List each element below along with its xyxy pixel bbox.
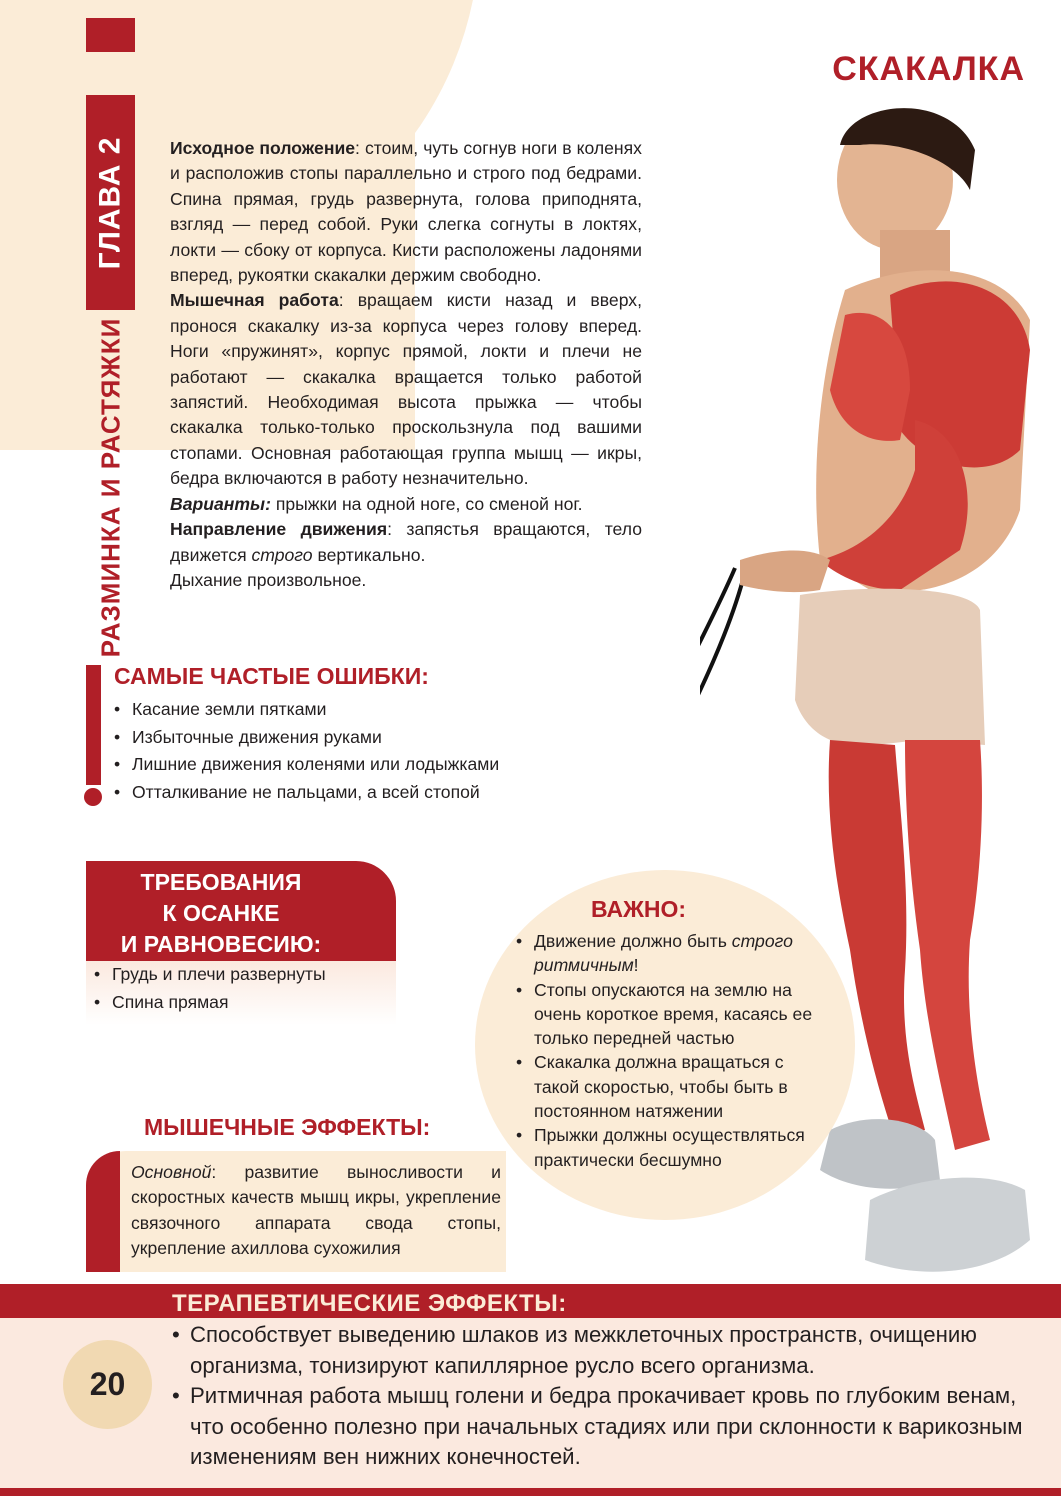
- direction-paragraph: [170, 517, 642, 568]
- shorts: [795, 589, 985, 746]
- muscle-effects-accent-bar: [86, 1151, 120, 1272]
- chapter-subtitle-text: РАЗМИНКА И РАСТЯЖКИ: [95, 317, 125, 658]
- posture-title-line: К ОСАНКЕ: [162, 900, 280, 926]
- posture-list: [90, 961, 390, 1016]
- muscle-work-label: Мышечная работа: [170, 290, 339, 311]
- error-item: • Отталкивание не пальцами, а всей стопой: [110, 779, 610, 807]
- variants-text: прыжки на одной ноге, со сменой ног.: [270, 493, 583, 514]
- chapter-label-text: ГЛАВА 2: [93, 136, 127, 269]
- page-title: СКАКАЛКА: [832, 50, 1025, 88]
- important-item-text: Движение должно быть: [534, 931, 732, 951]
- variants-paragraph: [170, 492, 642, 517]
- important-title: ВАЖНО:: [591, 896, 687, 922]
- chapter-subtitle: [86, 317, 135, 658]
- posture-title-line: ТРЕБОВАНИЯ: [140, 869, 302, 895]
- right-shoe: [865, 1178, 1030, 1272]
- right-leg: [905, 740, 990, 1150]
- therapeutic-title: ТЕРАПЕВТИЧЕСКИЕ ЭФФЕКТЫ:: [172, 1290, 567, 1317]
- page-number: 20: [63, 1340, 152, 1429]
- therapeutic-list: [168, 1320, 1038, 1473]
- chapter-strip: [86, 95, 135, 658]
- important-item-italic: строго ритмичным: [534, 931, 793, 976]
- muscle-effects-body: : развитие выносливости и скоростных качеств мышц икры, укрепление связочного аппарата свода стопы, укрепление ахиллова сухожилия: [131, 1162, 501, 1259]
- therapeutic-item: • Ритмичная работа мышц голени и бедра прокачивает кровь по глубоким венам, что особенно полезно при начальных стадиях или при склонности к варикозным изменениям вен нижних конечностей.: [168, 1381, 1038, 1473]
- important-item: [512, 929, 832, 978]
- exercise-description: [170, 136, 642, 593]
- therapeutic-item: • Способствует выведению шлаков из межклеточных пространств, очищению организма, тонизируют капиллярное русло всего организма.: [168, 1320, 1038, 1381]
- errors-title: САМЫЕ ЧАСТЫЕ ОШИБКИ:: [114, 663, 429, 689]
- shoulder-muscle: [890, 281, 1030, 467]
- muscle-work-paragraph: [170, 288, 642, 491]
- posture-item: • Грудь и плечи развернуты: [90, 961, 390, 989]
- muscle-effects-label: Основной: [131, 1162, 212, 1182]
- corner-tab: [86, 18, 135, 52]
- direction-label: Направление движения: [170, 519, 388, 540]
- important-list: [512, 929, 832, 1172]
- posture-item: • Спина прямая: [90, 989, 390, 1017]
- start-position-paragraph: [170, 136, 642, 288]
- important-item-end: !: [633, 955, 639, 976]
- error-item: • Касание земли пятками: [110, 696, 610, 724]
- jump-rope-right: [700, 572, 745, 890]
- important-item: • Прыжки должны осуществляться практически бесшумно: [512, 1123, 832, 1172]
- variants-label: Варианты:: [170, 493, 271, 514]
- direction-italic: строго: [251, 544, 313, 565]
- left-shoe: [820, 1119, 940, 1189]
- errors-accent-dot: [84, 788, 102, 806]
- start-position-text: : стоим, чуть согнув ноги в коленях и расположив стопы параллельно и строго под бедрами. Спина прямая, грудь развернута, голова приподнята, взгляд — перед собой. Руки слегка согнуты в локтях, локти — сбоку от корпуса. Кисти расположены ладонями вперед, рукоятки скакалки держим свободно.: [170, 138, 642, 286]
- important-item: • Скакалка должна вращаться с такой скоростью, чтобы быть в постоянном натяжении: [512, 1050, 832, 1123]
- direction-text-1: : запястья вращаются, тело движется: [170, 519, 642, 565]
- muscle-effects-text: [131, 1160, 501, 1262]
- posture-title-line: И РАВНОВЕСИЮ:: [120, 931, 322, 957]
- posture-header: [86, 861, 396, 961]
- chapter-label: [86, 95, 135, 310]
- errors-list: [110, 696, 610, 806]
- breathing-text: Дыхание произвольное.: [170, 569, 367, 590]
- hands: [740, 551, 830, 593]
- direction-text-2: вертикально.: [312, 544, 426, 565]
- start-position-label: Исходное положение: [170, 138, 356, 158]
- error-item: • Лишние движения коленями или лодыжками: [110, 751, 610, 779]
- muscle-effects-title: МЫШЕЧНЫЕ ЭФФЕКТЫ:: [144, 1114, 431, 1140]
- error-item: • Избыточные движения руками: [110, 724, 610, 752]
- errors-accent-bar: [86, 665, 101, 785]
- muscle-work-text: : вращаем кисти назад и вверх, пронося скакалку из-за корпуса через голову вперед. Ноги «пружинят», корпус прямой, локти и плечи не работают — скакалка вращается только работой запястий. Необходимая высота прыжка — чтобы скакалка только-только проскользнула под вашими стопами. Основная работающая группа мышц — икры, бедра включаются в работу незначительно.: [170, 290, 642, 489]
- important-item: • Стопы опускаются на землю на очень короткое время, касаясь ее только передней частью: [512, 978, 832, 1051]
